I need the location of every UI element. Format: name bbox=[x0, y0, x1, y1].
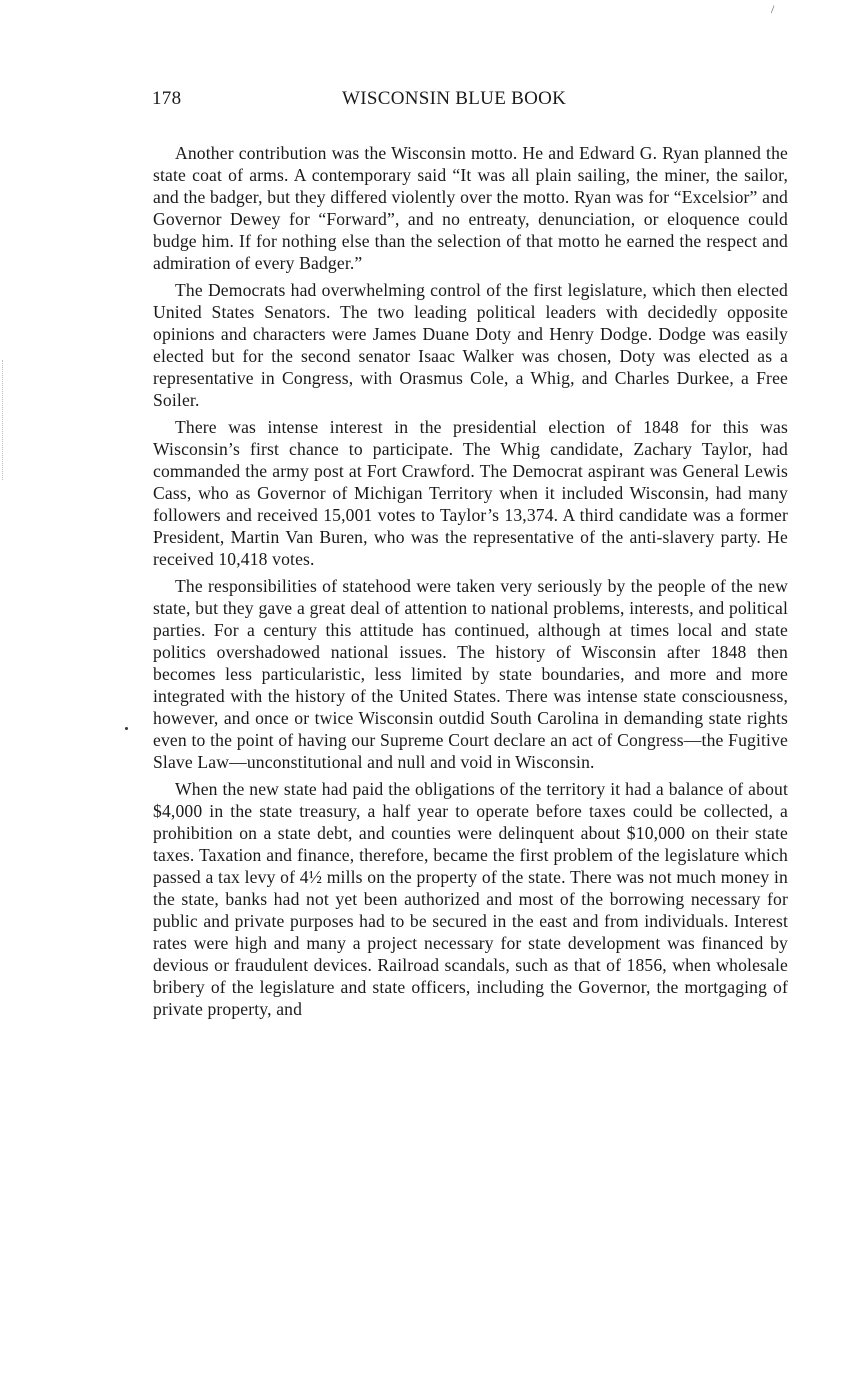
paragraph-finance: When the new state had paid the obligations of the territory it had a balance of about $4,000 in the state treasury, a half year to operate before taxes could be collected, a prohibition on a state debt, and counties were delinquent about $10,000 on their state taxes. Taxation and finance, therefore, became the first problem of the legislature which passed a tax levy of 4½ mills on the property of the state. There was not much money in the state, banks had not yet been authorized and most of the borrowing necessary for public and private purposes had to be secured in the east and from individuals. Interest rates were high and many a project necessary for state development was financed by devious or fraudulent devices. Railroad scandals, such as that of 1856, when wholesale bribery of the legislature and state officers, including the Governor, the mortgaging of private property, and bbox=[153, 779, 788, 1019]
scan-speck bbox=[125, 727, 128, 730]
scan-edge-artifact bbox=[2, 360, 4, 480]
paragraph-election-1848: There was intense interest in the presidential election of 1848 for this was Wisconsin’s first chance to participate. The Whig candidate, Zachary Taylor, had commanded the army post at Fort Crawford. The Democrat aspirant was General Lewis Cass, who as Governor of Michigan Territory when it included Wisconsin, had many followers and received 15,001 votes to Taylor’s 13,374. A third candidate was a former President, Martin Van Buren, who was the representative of the anti-slavery party. He received 10,418 votes. bbox=[153, 417, 788, 569]
paragraph-statehood-responsibilities: The responsibilities of statehood were taken very seriously by the people of the new state, but they gave a great deal of attention to national problems, interests, and political parties. For a century this attitude has continued, although at times local and state politics overshadowed national issues. The history of Wisconsin after 1848 then becomes less particularistic, less limited by state boundaries, and more and more integrated with the history of the United States. There was intense state consciousness, however, and once or twice Wisconsin outdid South Carolina in demanding state rights even to the point of having our Supreme Court declare an act of Congress—the Fugitive Slave Law—unconstitutional and null and void in Wisconsin. bbox=[153, 576, 788, 772]
paragraph-motto: Another contribution was the Wisconsin motto. He and Edward G. Ryan planned the state coat of arms. A contemporary said “It was all plain sailing, the miner, the sailor, and the badger, but they differed violently over the motto. Ryan was for “Excelsior” and Governor Dewey for “Forward”, and no entreaty, denunciation, or eloquence could budge him. If for nothing else than the selection of that motto he earned the respect and admiration of every Badger.” bbox=[153, 143, 788, 273]
body-text bbox=[153, 142, 788, 1025]
page-number: 178 bbox=[152, 88, 182, 109]
scan-mark: / bbox=[771, 2, 775, 16]
running-header bbox=[152, 88, 788, 112]
journal-title: WISCONSIN BLUE BOOK bbox=[342, 88, 567, 109]
paragraph-first-legislature: The Democrats had overwhelming control of the first legislature, which then elected United States Senators. The two leading political leaders with decidedly opposite opinions and characters were James Duane Doty and Henry Dodge. Dodge was easily elected but for the second senator Isaac Walker was chosen, Doty was elected as a representative in Congress, with Orasmus Cole, a Whig, and Charles Durkee, a Free Soiler. bbox=[153, 280, 788, 410]
